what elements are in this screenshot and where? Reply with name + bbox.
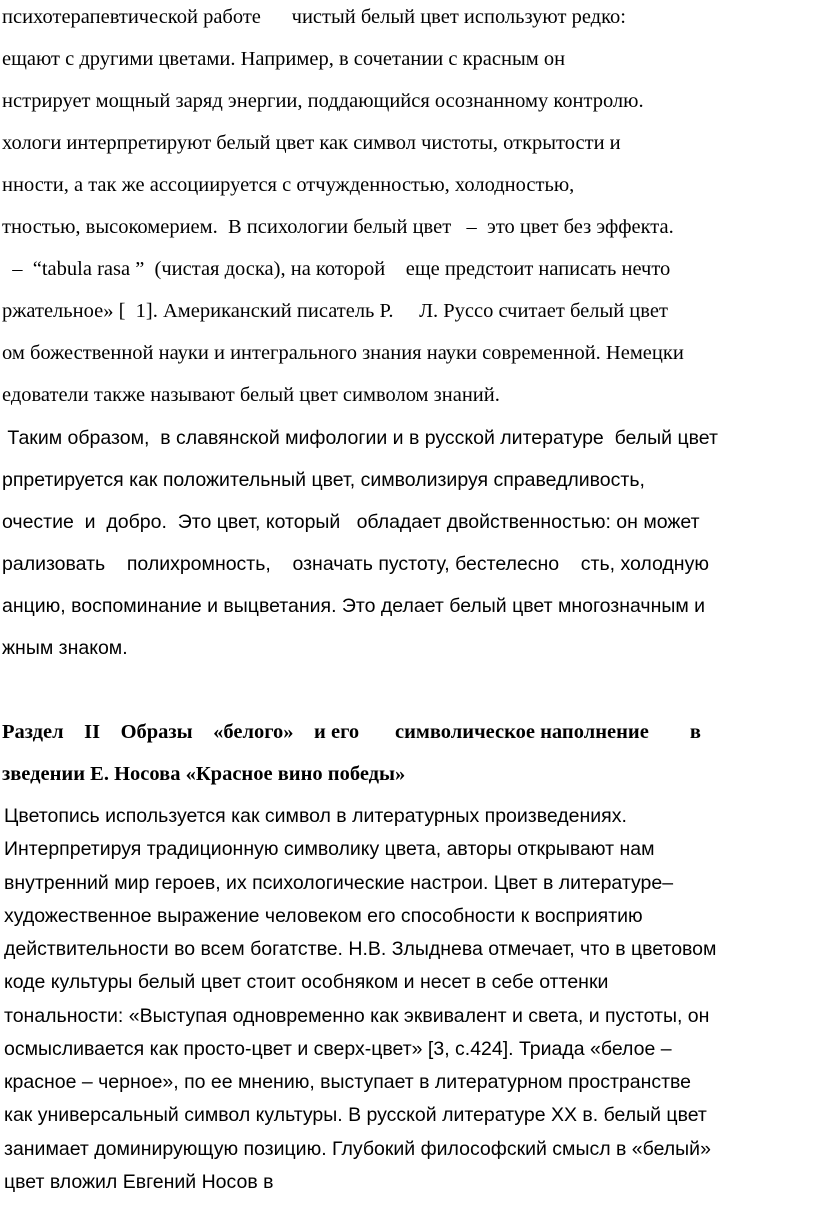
text-line: ещают с другими цветами. Например, в сочетании с красным он xyxy=(2,48,566,70)
text-line: Таким образом, в славянской мифологии и в русской литературе белый цвет xyxy=(2,427,718,449)
text-line: внутренний мир героев, их психологические настрои. Цвет в литературе– xyxy=(4,872,674,894)
text-line: – “tabula rasa ” (чистая доска), на которой еще предстоит написать нечто xyxy=(2,258,671,280)
text-line: анцию, воспоминание и выцветания. Это делает белый цвет многозначным и xyxy=(2,595,706,617)
text-line: рализовать полихромность, означать пустоту, бестелесно сть, холодную xyxy=(2,553,709,575)
text-line: коде культуры белый цвет стоит особняком и несет в себе оттенки xyxy=(4,971,609,993)
text-line: тностью, высокомерием. В психологии белый цвет – это цвет без эффекта. xyxy=(2,216,674,238)
text-line: хологи интерпретируют белый цвет как символ чистоты, открытости и xyxy=(2,132,621,154)
text-line: красное – черное», по ее мнению, выступает в литературном пространстве xyxy=(4,1071,692,1093)
text-line: жным знаком. xyxy=(2,637,128,659)
text-line: едователи также называют белый цвет символом знаний. xyxy=(2,384,500,406)
text-line: занимает доминирующую позицию. Глубокий философский смысл в «белый» xyxy=(4,1138,711,1160)
text-line: Цветопись используется как символ в литературных произведениях. xyxy=(4,805,627,827)
section-heading: зведении Е. Носова «Красное вино победы» xyxy=(2,763,406,785)
text-line: ржательное» [ 1]. Американский писатель Р. Л. Руссо считает белый цвет xyxy=(2,300,668,322)
text-line: художественное выражение человеком его способности к восприятию xyxy=(4,905,643,927)
text-line: очестие и добро. Это цвет, который обладает двойственностью: он может xyxy=(2,511,700,533)
text-line: тональности: «Выступая одновременно как эквивалент и света, и пустоты, он xyxy=(4,1005,710,1027)
text-line: рпретируется как положительный цвет, символизируя справедливость, xyxy=(2,469,645,491)
text-line: ом божественной науки и интегрального знания науки современной. Немецки xyxy=(2,342,684,364)
text-line: цвет вложил Евгений Носов в xyxy=(4,1171,274,1193)
text-line: как универсальный символ культуры. В русской литературе ХХ в. белый цвет xyxy=(4,1104,707,1126)
text-line: психотерапевтической работе чистый белый цвет используют редко: xyxy=(2,6,626,28)
text-line: осмысливается как просто-цвет и сверх-цвет» [3, с.424]. Триада «белое – xyxy=(4,1038,672,1060)
section-heading: Раздел II Образы «белого» и его символическое наполнение в xyxy=(2,721,701,743)
text-line: нности, а так же ассоциируется с отчужденностью, холодностью, xyxy=(2,174,575,196)
text-line: Интерпретируя традиционную символику цвета, авторы открывают нам xyxy=(4,838,655,860)
text-line: нстрирует мощный заряд энергии, поддающийся осознанному контролю. xyxy=(2,90,644,112)
text-line: действительности во всем богатстве. Н.В. Злыднева отмечает, что в цветовом xyxy=(4,938,717,960)
